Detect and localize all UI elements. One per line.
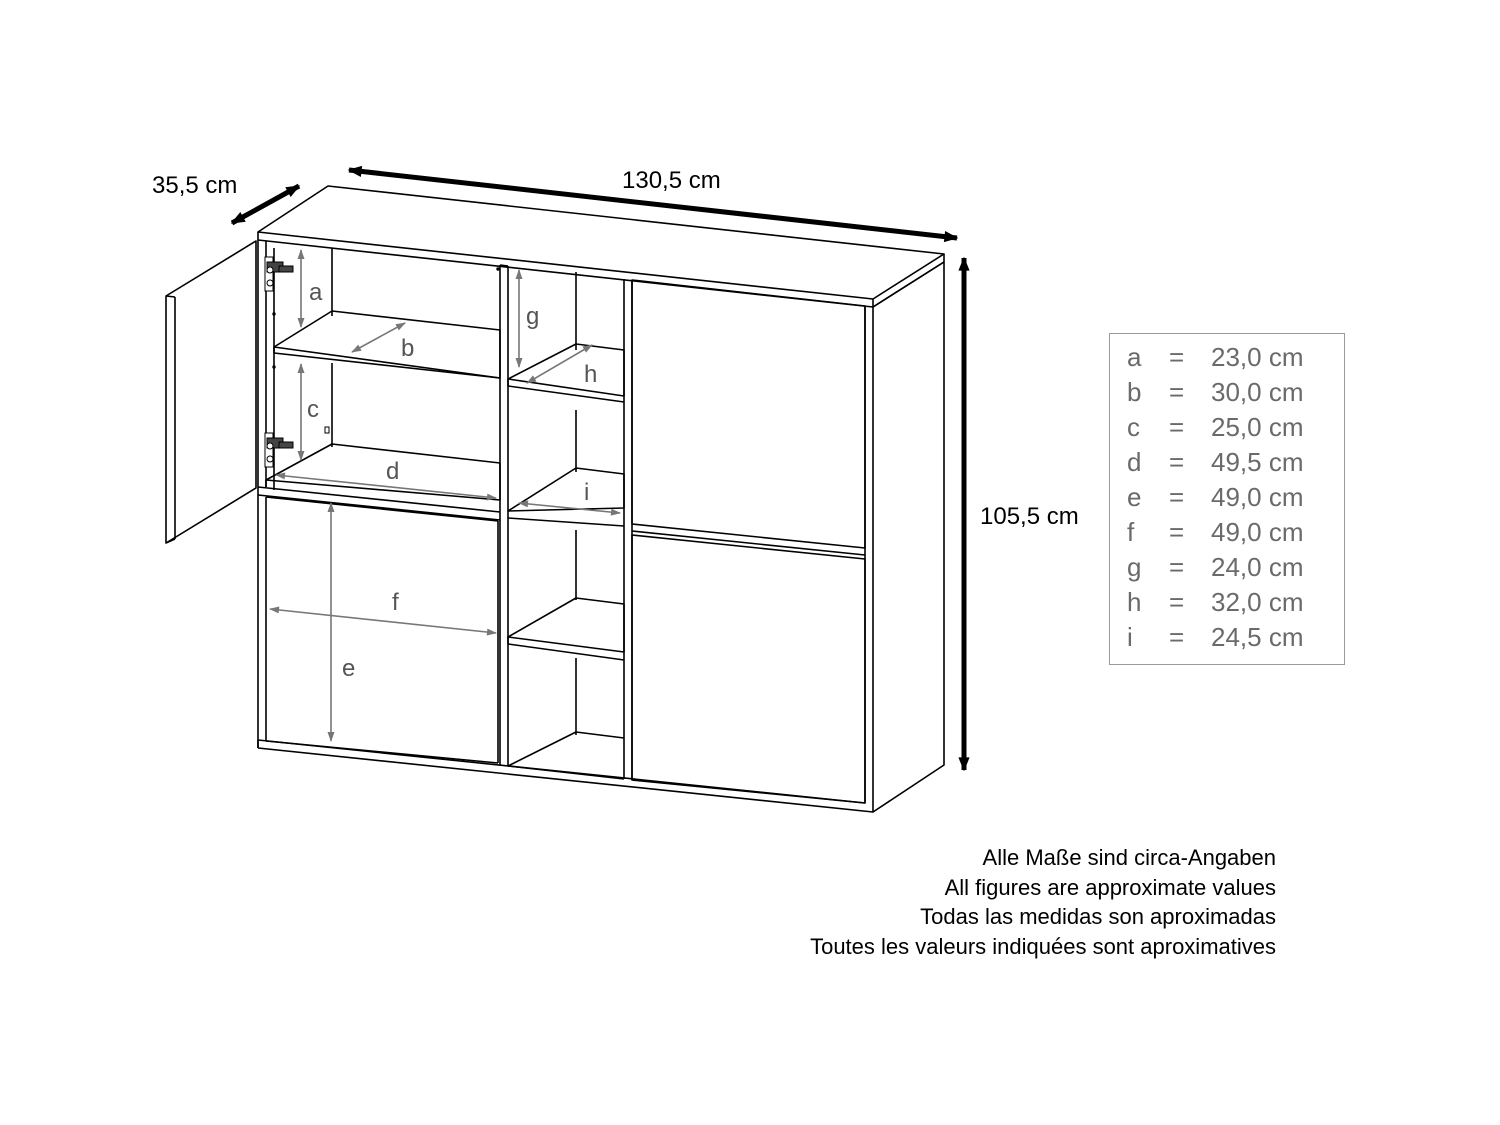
legend-key: b [1127,377,1142,407]
depth-label: 35,5 cm [152,172,238,199]
note-line-english: All figures are approximate values [944,874,1276,900]
legend-equals: = [1169,517,1185,547]
note-line-german: Alle Maße sind circa-Angaben [982,845,1276,870]
letter-g: g [526,303,540,330]
legend-equals: = [1169,552,1185,582]
letter-e: e [342,655,356,682]
note-line-spanish: Todas las medidas son aproximadas [920,904,1276,929]
legend-value: 30,0 cm [1211,377,1304,407]
dimension-legend [1109,333,1345,665]
legend-key: g [1127,552,1142,582]
legend-row [1110,412,1346,447]
letter-c: c [307,396,319,423]
legend-row [1110,447,1346,482]
column-shelf-3 [508,598,624,652]
legend-equals: = [1169,447,1185,477]
dimension-letters [307,279,597,682]
hinge-upper-icon [265,257,293,291]
legend-row [1110,587,1346,622]
column-shelf-2 [508,468,624,511]
hinge-lower-icon [265,433,293,467]
arrow-b [352,323,405,352]
depth-arrow [232,186,299,223]
legend-key: e [1127,482,1142,512]
legend-key: d [1127,447,1142,477]
approximate-values-note [700,843,1276,961]
legend-row [1110,377,1346,412]
letter-i: i [584,479,590,506]
legend-row [1110,342,1346,377]
legend-row [1110,517,1346,552]
letter-a: a [309,279,323,306]
height-label: 105,5 cm [980,503,1079,530]
cabinet-top [258,186,944,299]
legend-value: 49,0 cm [1211,482,1304,512]
shelf-upper-left [274,311,500,378]
legend-equals: = [1169,377,1185,407]
legend-row [1110,552,1346,587]
legend-value: 24,0 cm [1211,552,1304,582]
legend-equals: = [1169,587,1185,617]
letter-f: f [392,589,399,616]
legend-key: h [1127,587,1142,617]
legend-key: a [1127,342,1142,372]
upper-right-door [632,280,865,548]
legend-equals: = [1169,622,1185,652]
legend-row [1110,622,1346,657]
legend-value: 25,0 cm [1211,412,1304,442]
legend-value: 49,0 cm [1211,517,1304,547]
legend-value: 24,5 cm [1211,622,1304,652]
legend-value: 32,0 cm [1211,587,1304,617]
note-line-french: Toutes les valeurs indiquées sont aproximatives [810,933,1276,959]
right-side-panel [873,262,944,812]
legend-key: i [1127,622,1133,652]
legend-equals: = [1169,412,1185,442]
legend-value: 23,0 cm [1211,342,1304,372]
lower-right-door [632,535,865,803]
letter-b: b [401,335,415,362]
arrow-f [270,609,496,633]
cabinet [166,186,944,812]
legend-key: f [1127,517,1135,547]
legend-equals: = [1169,482,1185,512]
legend-value: 49,5 cm [1211,447,1304,477]
legend-equals: = [1169,342,1185,372]
width-label: 130,5 cm [622,167,721,194]
legend-key: c [1127,412,1140,442]
open-left-door [166,241,256,543]
legend-row [1110,482,1346,517]
letter-d: d [386,458,400,485]
letter-h: h [584,361,598,388]
